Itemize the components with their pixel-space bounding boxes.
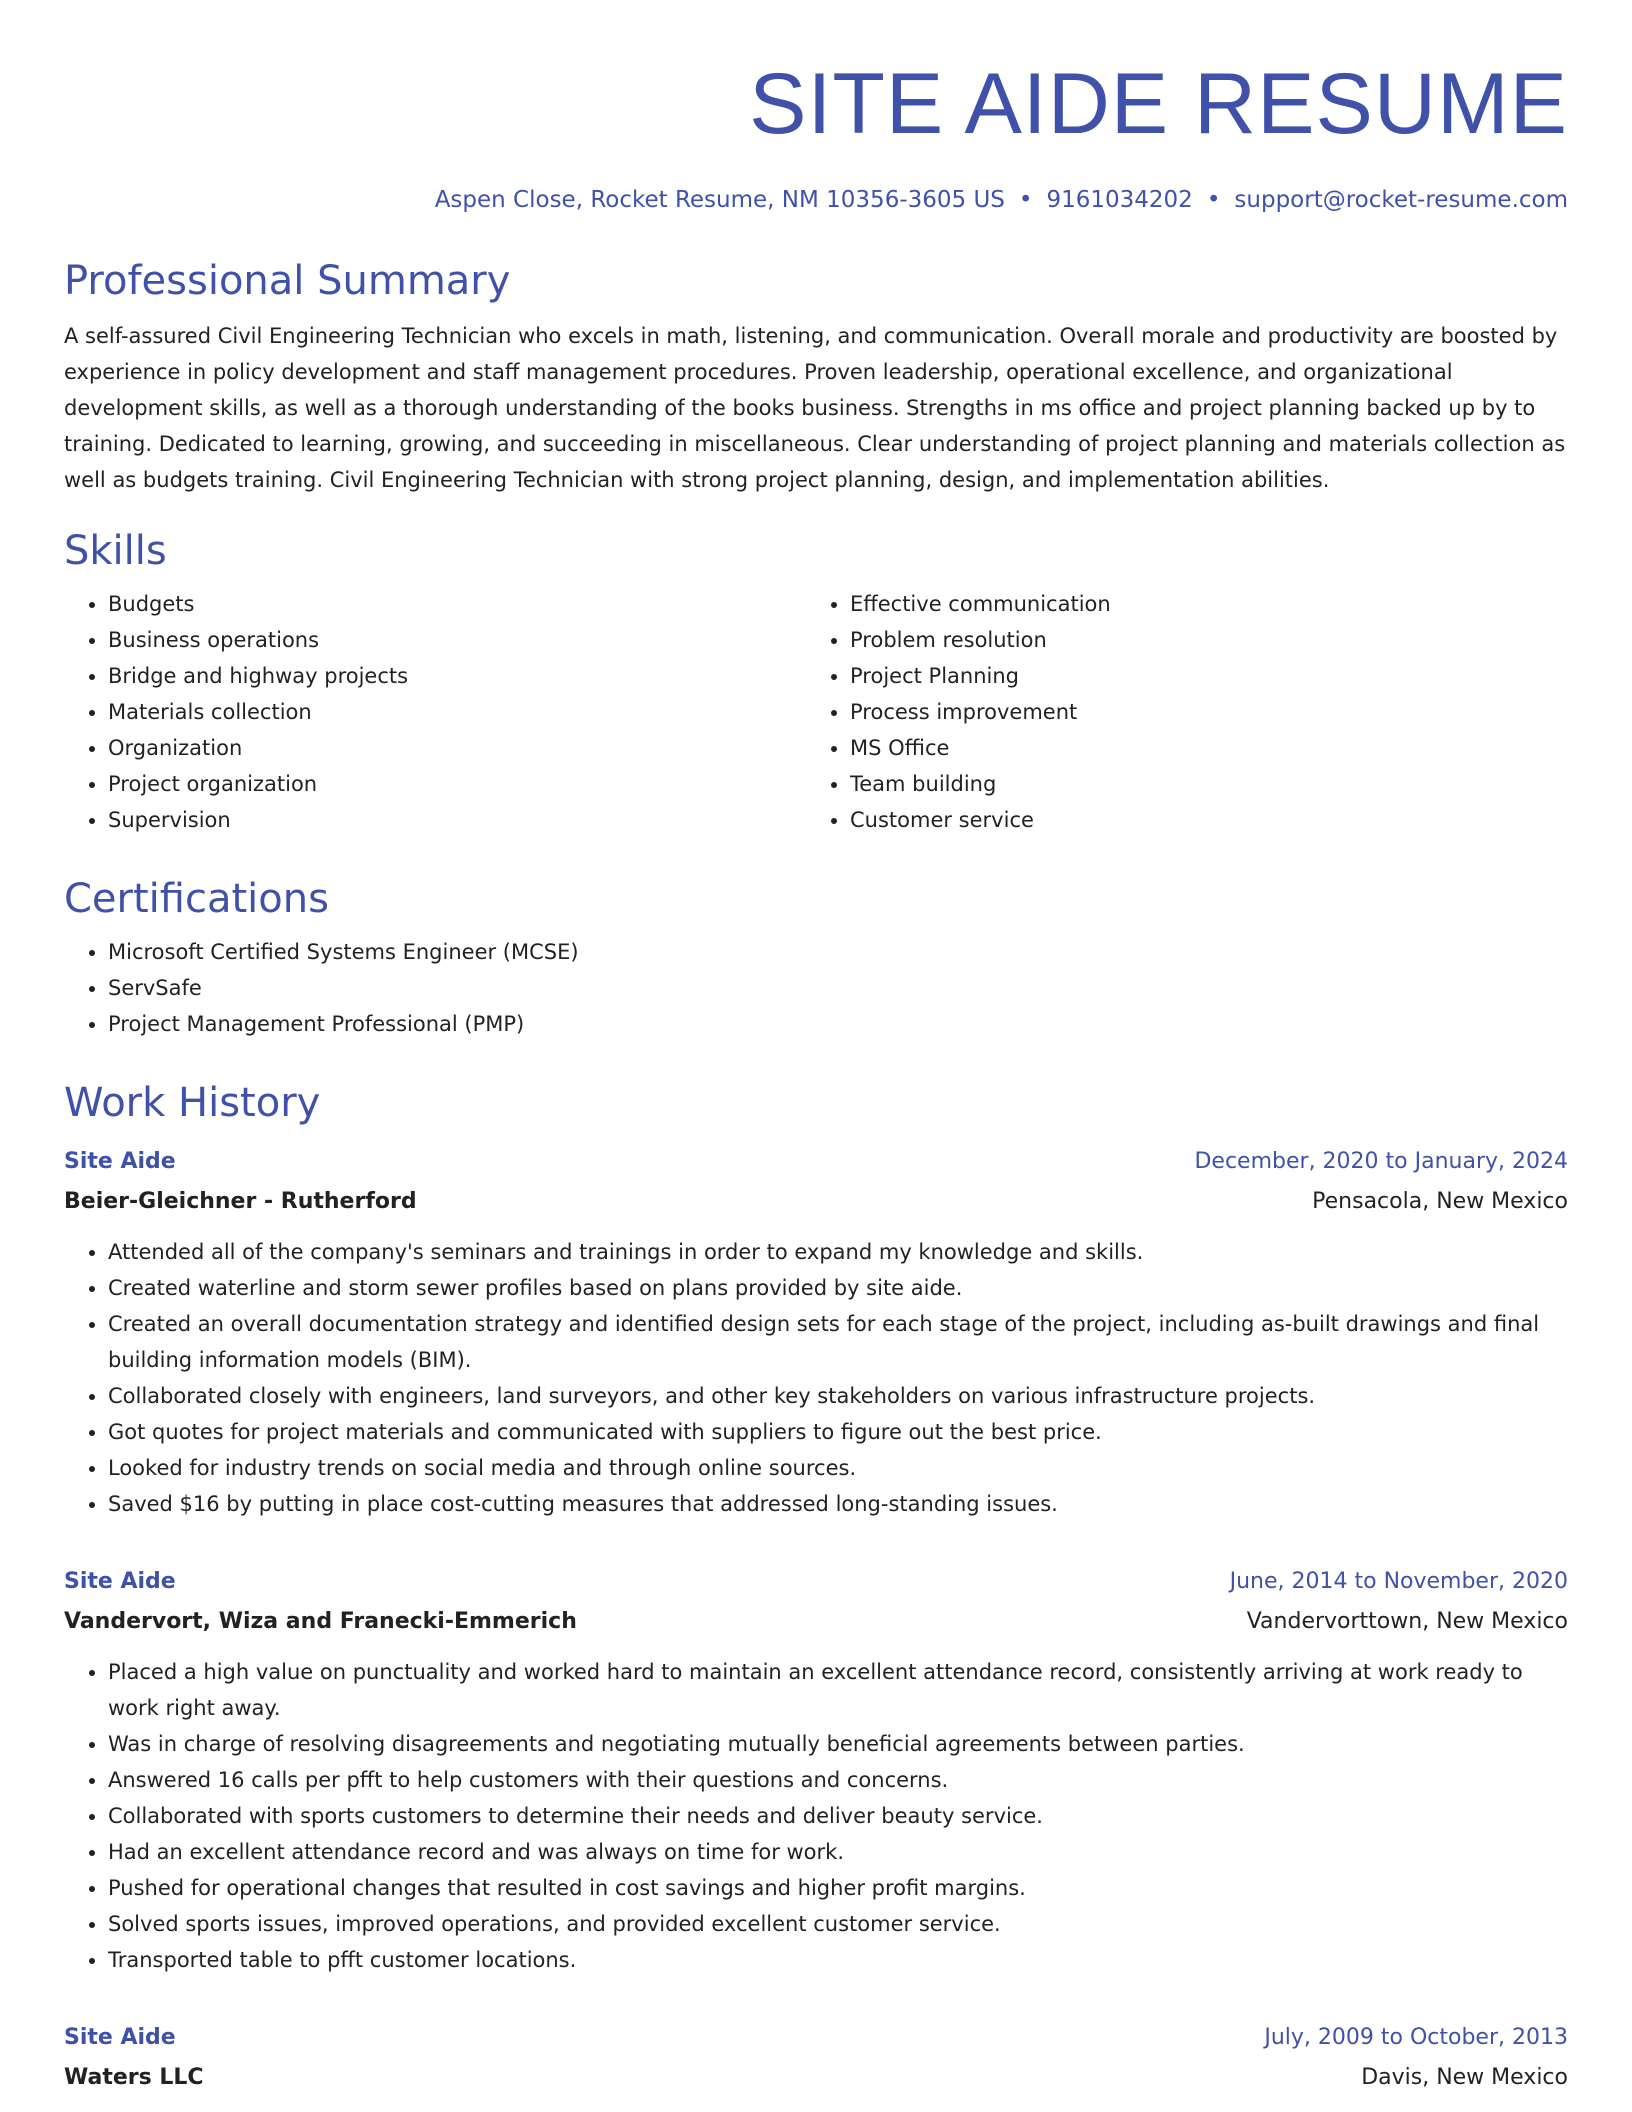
skill-item: • Process improvement — [850, 694, 1548, 730]
contact-email[interactable]: support@rocket-resume.com — [1234, 187, 1568, 213]
skills-list-left — [64, 586, 806, 838]
skill-item: • Organization — [108, 730, 806, 766]
job-dates: December, 2020 to January, 2024 — [1194, 1149, 1568, 1174]
job-title: Site Aide — [64, 1149, 176, 1174]
contact-separator: • — [1018, 187, 1033, 213]
job-duty-item: • Looked for industry trends on social media and through online sources. — [108, 1450, 1568, 1486]
section-heading-skills: Skills — [64, 528, 167, 574]
certification-item: • ServSafe — [108, 970, 1568, 1006]
certification-item: • Project Management Professional (PMP) — [108, 1006, 1568, 1042]
skill-item: • Team building — [850, 766, 1548, 802]
skills-column-left — [64, 586, 806, 838]
skill-item: • Project Planning — [850, 658, 1548, 694]
job-duty-item: • Pushed for operational changes that resulted in cost savings and higher profit margins. — [108, 1870, 1568, 1906]
resume-title: SITE AIDE RESUME — [749, 56, 1568, 152]
skills-column-right — [806, 586, 1548, 838]
job-duty-item: • Placed a high value on punctuality and worked hard to maintain an excellent attendance record, consistently arriving at work ready to work right away. — [108, 1654, 1568, 1726]
job-company-row — [64, 1602, 1568, 1642]
job-header-row — [64, 1562, 1568, 1602]
section-heading-certifications: Certifications — [64, 876, 329, 922]
section-heading-work-history: Work History — [64, 1080, 321, 1126]
job-entry — [64, 2018, 1568, 2098]
skill-item: • Effective communication — [850, 586, 1548, 622]
job-company: Waters LLC — [64, 2065, 204, 2090]
job-duty-item: • Solved sports issues, improved operations, and provided excellent customer service. — [108, 1906, 1568, 1942]
skill-item: • Bridge and highway projects — [108, 658, 806, 694]
job-location: Vandervorttown, New Mexico — [1246, 1609, 1568, 1634]
job-duties-list — [64, 1234, 1568, 1522]
job-title: Site Aide — [64, 1569, 176, 1594]
job-dates: July, 2009 to October, 2013 — [1264, 2025, 1568, 2050]
job-duty-item: • Got quotes for project materials and communicated with suppliers to figure out the best price. — [108, 1414, 1568, 1450]
work-history-section — [64, 1078, 1568, 2098]
job-title: Site Aide — [64, 2025, 176, 2050]
contact-separator: • — [1206, 187, 1221, 213]
job-company-row — [64, 1182, 1568, 1222]
job-duty-item: • Created an overall documentation strategy and identified design sets for each stage of the project, including as-built drawings and final building information models (BIM). — [108, 1306, 1568, 1378]
skill-item: • Project organization — [108, 766, 806, 802]
contact-line — [64, 182, 1568, 218]
job-duty-item: • Collaborated closely with engineers, land surveyors, and other key stakeholders on various infrastructure projects. — [108, 1378, 1568, 1414]
skills-list-right — [806, 586, 1548, 838]
job-company-row — [64, 2058, 1568, 2098]
job-header-row — [64, 2018, 1568, 2058]
job-duties-list — [64, 1654, 1568, 1978]
job-duty-item: • Saved $16 by putting in place cost-cutting measures that addressed long-standing issues. — [108, 1486, 1568, 1522]
job-company: Vandervort, Wiza and Franecki-Emmerich — [64, 1609, 577, 1634]
job-duty-item: • Transported table to pfft customer locations. — [108, 1942, 1568, 1978]
contact-address: Aspen Close, Rocket Resume, NM 10356-3605 US — [434, 187, 1005, 213]
job-location: Pensacola, New Mexico — [1312, 1189, 1568, 1214]
professional-summary-section — [64, 256, 1568, 498]
job-location: Davis, New Mexico — [1361, 2065, 1568, 2090]
skill-item: • MS Office — [850, 730, 1548, 766]
job-header-row — [64, 1142, 1568, 1182]
job-duty-item: • Answered 16 calls per pfft to help customers with their questions and concerns. — [108, 1762, 1568, 1798]
skill-item: • Business operations — [108, 622, 806, 658]
job-duty-item: • Was in charge of resolving disagreements and negotiating mutually beneficial agreements between parties. — [108, 1726, 1568, 1762]
skill-item: • Customer service — [850, 802, 1548, 838]
job-entry — [64, 1562, 1568, 1978]
job-duty-item: • Created waterline and storm sewer profiles based on plans provided by site aide. — [108, 1270, 1568, 1306]
skill-item: • Supervision — [108, 802, 806, 838]
job-company: Beier-Gleichner - Rutherford — [64, 1189, 417, 1214]
section-heading-summary: Professional Summary — [64, 258, 511, 304]
skills-section — [64, 526, 1568, 838]
contact-phone: 9161034202 — [1046, 187, 1193, 213]
job-duty-item: • Collaborated with sports customers to determine their needs and deliver beauty service. — [108, 1798, 1568, 1834]
skill-item: • Problem resolution — [850, 622, 1548, 658]
skill-item: • Materials collection — [108, 694, 806, 730]
certifications-section — [64, 874, 1568, 1042]
certifications-list — [64, 934, 1568, 1042]
skill-item: • Budgets — [108, 586, 806, 622]
summary-text: A self-assured Civil Engineering Technician who excels in math, listening, and communication. Overall morale and productivity are boosted by experience in policy development and staff management procedures. Proven leadership, operational excellence, and organizational development skills, as well as a thorough understanding of the books business. Strengths in ms office and project planning backed up by to training. Dedicated to learning, growing, and succeeding in miscellaneous. Clear understanding of project planning and materials collection as well as budgets training. Civil Engineering Technician with strong project planning, design, and implementation abilities. — [64, 324, 1566, 492]
job-dates: June, 2014 to November, 2020 — [1229, 1569, 1568, 1594]
skills-columns — [64, 586, 1568, 838]
job-entry — [64, 1142, 1568, 1522]
job-duty-item: • Attended all of the company's seminars and trainings in order to expand my knowledge and skills. — [108, 1234, 1568, 1270]
job-duty-item: • Had an excellent attendance record and was always on time for work. — [108, 1834, 1568, 1870]
certification-item: • Microsoft Certified Systems Engineer (MCSE) — [108, 934, 1568, 970]
